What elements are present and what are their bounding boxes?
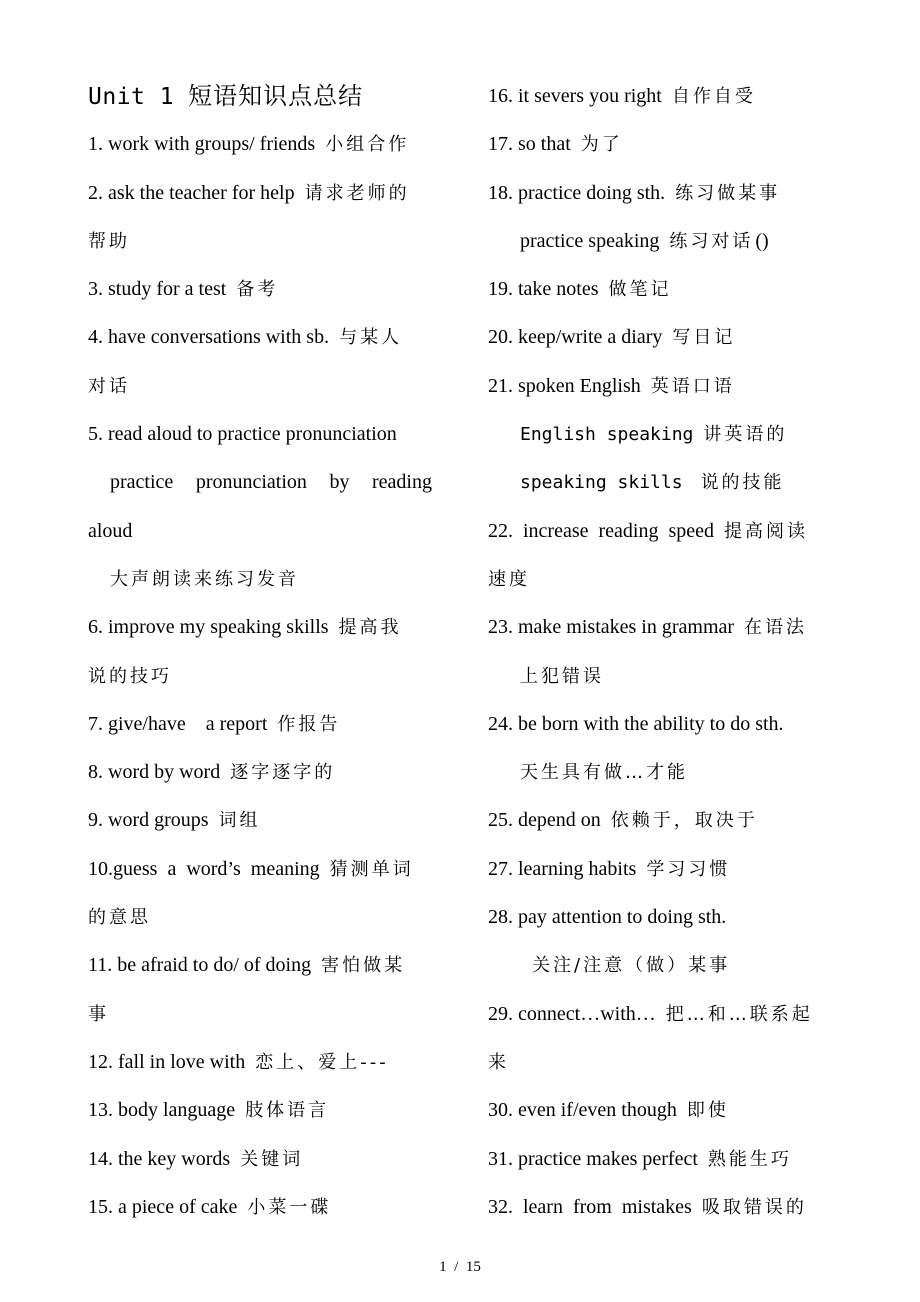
phrase-alternative bbox=[88, 458, 438, 506]
page-title bbox=[88, 72, 438, 120]
phrase-cn: 速度 bbox=[488, 568, 530, 590]
phrase-cn: 小菜一碟 bbox=[247, 1196, 332, 1218]
phrase-item bbox=[488, 700, 838, 748]
phrase-en: 30. even if/even though bbox=[488, 1099, 677, 1122]
phrase-item bbox=[88, 410, 438, 458]
phrase-cn: 害怕做某 bbox=[321, 955, 406, 977]
phrase-en: 29. connect…with… bbox=[488, 1002, 656, 1025]
phrase-item bbox=[488, 120, 838, 168]
phrase-continuation bbox=[488, 555, 838, 603]
phrase-cn: 逐字逐字的 bbox=[230, 762, 336, 784]
phrase-cn: 讲英语的 bbox=[703, 424, 788, 446]
phrase-cn: 练习对话 bbox=[669, 230, 754, 252]
phrase-en: 14. the key words bbox=[88, 1147, 231, 1170]
phrase-en: 17. so that bbox=[488, 133, 571, 156]
phrase-item bbox=[488, 845, 838, 893]
phrase-en: 23. make mistakes in grammar bbox=[488, 616, 735, 639]
phrase-en: 24. be born with the ability to do sth. bbox=[488, 712, 784, 735]
phrase-cn: 关键词 bbox=[240, 1148, 304, 1170]
phrase-en: 25. depend on bbox=[488, 809, 601, 832]
phrase-en: 15. a piece of cake bbox=[88, 1195, 238, 1218]
phrase-item bbox=[488, 796, 838, 844]
phrase-item bbox=[488, 1135, 838, 1183]
phrase-item bbox=[88, 796, 438, 844]
phrase-continuation bbox=[88, 893, 438, 941]
phrase-cn: 词组 bbox=[218, 810, 261, 832]
phrase-cn: 对话 bbox=[88, 375, 130, 397]
phrase-cn: 关注/注意（做）某事 bbox=[532, 955, 731, 977]
phrase-en: 1. work with groups/ friends bbox=[88, 133, 316, 156]
phrase-en: 32. learn from mistakes bbox=[488, 1195, 692, 1218]
phrase-item bbox=[488, 603, 838, 651]
phrase-cn: 练习做某事 bbox=[675, 182, 781, 204]
phrase-en: 7. give/have a report bbox=[88, 712, 268, 735]
phrase-item bbox=[488, 313, 838, 361]
phrase-item bbox=[88, 1135, 438, 1183]
phrase-item bbox=[88, 941, 438, 989]
phrase-continuation bbox=[488, 1038, 838, 1086]
phrase-item bbox=[88, 748, 438, 796]
phrase-en: English speaking bbox=[520, 424, 694, 446]
phrase-sub-item bbox=[488, 217, 838, 265]
phrase-en: 18. practice doing sth. bbox=[488, 181, 666, 204]
phrase-item bbox=[488, 1086, 838, 1134]
phrase-item bbox=[88, 845, 438, 893]
phrase-cn: 吸取错误的 bbox=[701, 1196, 807, 1218]
phrase-item bbox=[88, 700, 438, 748]
phrase-en: aloud bbox=[88, 519, 133, 542]
right-column bbox=[488, 72, 838, 1231]
phrase-en: 19. take notes bbox=[488, 278, 599, 301]
phrase-en: 11. be afraid to do/ of doing bbox=[88, 954, 312, 977]
phrase-en: 6. improve my speaking skills bbox=[88, 616, 329, 639]
phrase-continuation bbox=[88, 217, 438, 265]
page-indicator: 1 / 15 bbox=[439, 1259, 481, 1275]
phrase-cn: 熟能生巧 bbox=[707, 1148, 792, 1170]
phrase-cn: 事 bbox=[88, 1003, 109, 1025]
phrase-item bbox=[488, 265, 838, 313]
phrase-cn: 英语口语 bbox=[650, 375, 735, 397]
phrase-item bbox=[88, 603, 438, 651]
phrase-item bbox=[88, 1038, 438, 1086]
phrase-en: 2. ask the teacher for help bbox=[88, 181, 295, 204]
phrase-en: 20. keep/write a diary bbox=[488, 326, 663, 349]
phrase-en: speaking skills bbox=[520, 472, 683, 494]
phrase-translation bbox=[488, 748, 838, 796]
title-chinese: 短语知识点总结 bbox=[188, 82, 364, 110]
page-number bbox=[0, 1259, 920, 1276]
phrase-en: 13. body language bbox=[88, 1099, 236, 1122]
phrase-en: 4. have conversations with sb. bbox=[88, 326, 330, 349]
word: pronunciation bbox=[195, 471, 307, 494]
phrase-continuation bbox=[88, 990, 438, 1038]
empty-parentheses: () bbox=[755, 229, 769, 252]
phrase-cn: 自作自受 bbox=[671, 86, 756, 107]
phrase-en: 16. it severs you right bbox=[488, 85, 662, 107]
phrase-item bbox=[488, 362, 838, 410]
phrase-cn: 小组合作 bbox=[325, 134, 410, 156]
phrase-cn: 学习习惯 bbox=[646, 858, 731, 880]
phrase-cn: 上犯错误 bbox=[520, 665, 604, 687]
phrase-item bbox=[88, 1183, 438, 1231]
phrase-cn: 把…和…联系起 bbox=[665, 1003, 813, 1025]
phrase-en: 28. pay attention to doing sth. bbox=[488, 906, 727, 929]
word: practice bbox=[110, 471, 174, 494]
phrase-continuation bbox=[88, 652, 438, 700]
phrase-cn: 在语法 bbox=[744, 617, 808, 639]
phrase-cn: 大声朗读来练习发音 bbox=[110, 568, 299, 590]
phrase-item bbox=[88, 169, 438, 217]
left-column bbox=[88, 72, 438, 1231]
phrase-en: practice speaking bbox=[520, 229, 660, 252]
phrase-item bbox=[488, 990, 838, 1038]
phrase-en: 31. practice makes perfect bbox=[488, 1147, 698, 1170]
phrase-en: 9. word groups bbox=[88, 809, 209, 832]
phrase-en: 3. study for a test bbox=[88, 278, 227, 301]
phrase-cn: 提高阅读 bbox=[724, 520, 809, 542]
phrase-item bbox=[488, 72, 838, 120]
phrase-en: 27. learning habits bbox=[488, 857, 637, 880]
phrase-en: 21. spoken English bbox=[488, 374, 641, 397]
phrase-continuation bbox=[488, 652, 838, 700]
phrase-cn: 来 bbox=[488, 1051, 509, 1073]
phrase-cn: 为了 bbox=[580, 134, 623, 156]
phrase-cn: 天生具有做…才能 bbox=[520, 762, 688, 784]
phrase-cn: 请求老师的 bbox=[304, 182, 410, 204]
phrase-item bbox=[88, 313, 438, 361]
justified-text bbox=[110, 458, 432, 506]
phrase-cn: 肢体语言 bbox=[245, 1100, 330, 1122]
phrase-sub-item bbox=[488, 458, 838, 506]
phrase-cn: 的意思 bbox=[88, 907, 151, 929]
phrase-cn: 说的技能 bbox=[700, 472, 785, 494]
phrase-en: 10.guess a word’s meaning bbox=[88, 857, 320, 880]
phrase-cn: 提高我 bbox=[338, 617, 402, 639]
phrase-cn: 作报告 bbox=[277, 713, 341, 735]
phrase-item bbox=[488, 169, 838, 217]
phrase-cn: 备考 bbox=[236, 279, 279, 301]
phrase-en: 22. increase reading speed bbox=[488, 519, 715, 542]
title-english: Unit 1 bbox=[88, 84, 175, 110]
phrase-item bbox=[488, 507, 838, 555]
phrase-en: 12. fall in love with bbox=[88, 1050, 246, 1073]
phrase-item bbox=[88, 1086, 438, 1134]
phrase-cn: 写日记 bbox=[672, 327, 736, 349]
phrase-item bbox=[488, 893, 838, 941]
phrase-translation bbox=[88, 555, 438, 603]
phrase-cn: 做笔记 bbox=[608, 279, 672, 301]
word: reading bbox=[372, 471, 432, 494]
phrase-continuation bbox=[88, 507, 438, 555]
phrase-sub-item bbox=[488, 410, 838, 458]
phrase-cn: 即使 bbox=[686, 1100, 729, 1122]
phrase-cn: 猜测单词 bbox=[329, 858, 414, 880]
phrase-cn: 依赖于，取决于 bbox=[610, 810, 758, 832]
phrase-cn: 与某人 bbox=[339, 327, 403, 349]
phrase-en: 8. word by word bbox=[88, 761, 221, 784]
phrase-cn: 说的技巧 bbox=[88, 665, 172, 687]
phrase-en: 5. read aloud to practice pronunciation bbox=[88, 423, 397, 446]
word: by bbox=[329, 471, 350, 494]
phrase-cn: 帮助 bbox=[88, 230, 130, 252]
phrase-item bbox=[488, 1183, 838, 1231]
phrase-item bbox=[88, 120, 438, 168]
phrase-item bbox=[88, 265, 438, 313]
phrase-cn: 恋上、爱上--‐ bbox=[255, 1051, 389, 1073]
phrase-continuation bbox=[88, 362, 438, 410]
phrase-translation bbox=[488, 941, 838, 989]
